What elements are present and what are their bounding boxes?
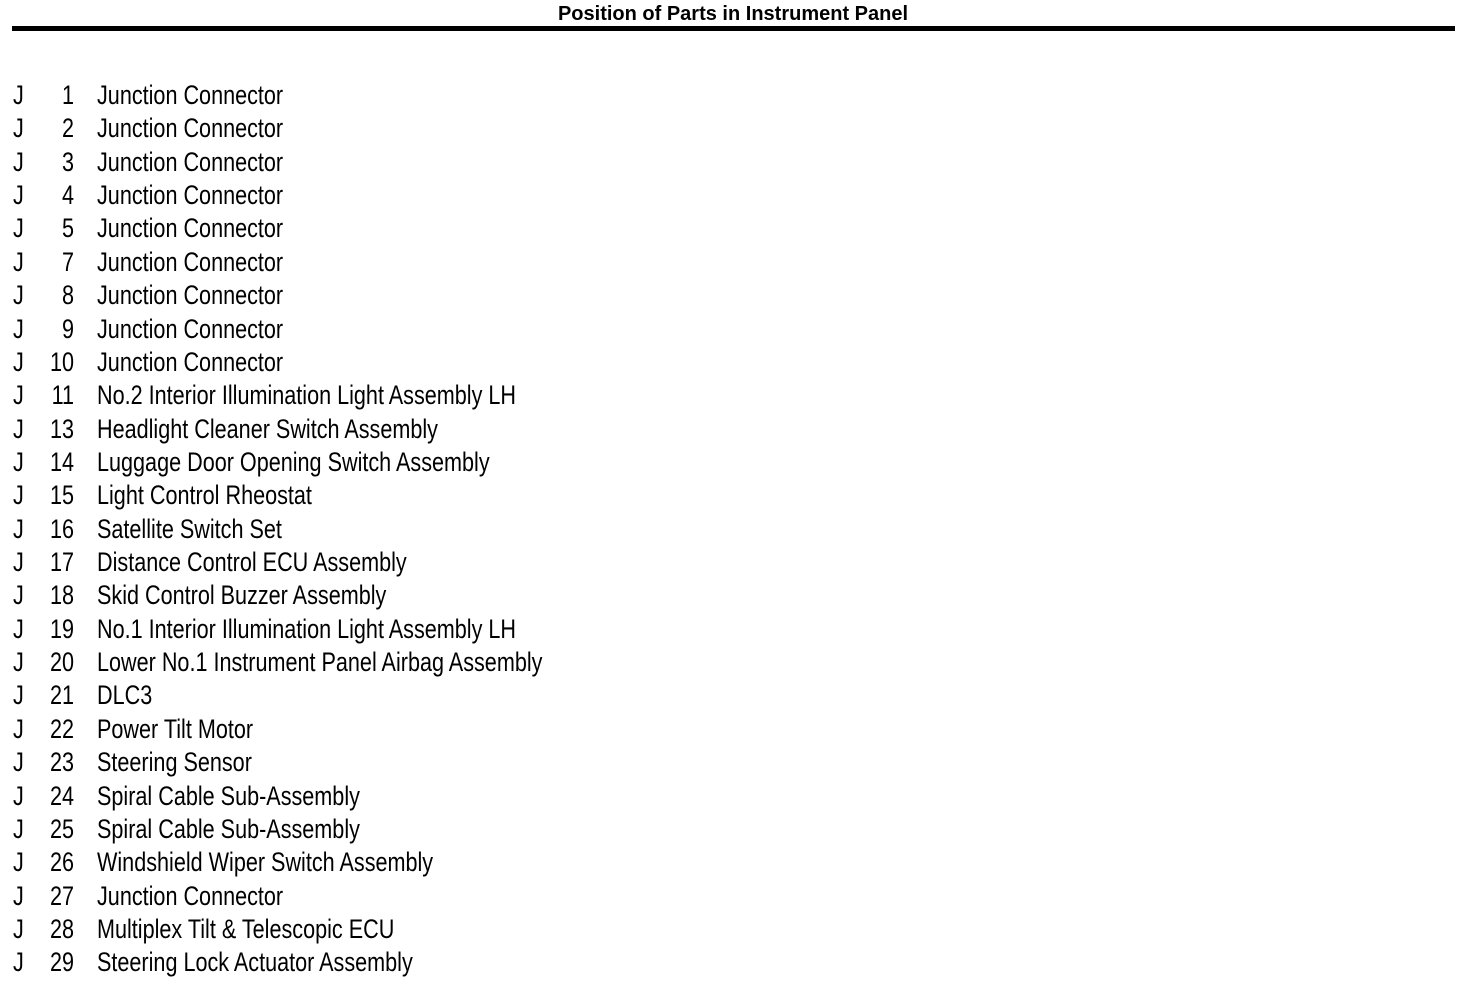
- part-name: DLC3: [97, 680, 153, 711]
- part-name: No.1 Interior Illumination Light Assembly LH: [97, 613, 516, 644]
- part-number: 11: [51, 380, 74, 411]
- part-name: Junction Connector: [97, 280, 284, 311]
- part-name: Junction Connector: [97, 113, 284, 144]
- part-number: 21: [49, 680, 74, 711]
- part-name: Light Control Rheostat: [97, 480, 312, 511]
- part-number: 13: [49, 413, 74, 444]
- part-prefix: J: [13, 480, 24, 511]
- part-number: 8: [61, 280, 74, 311]
- part-name: Junction Connector: [97, 246, 284, 277]
- part-name: Power Tilt Motor: [97, 713, 254, 744]
- part-prefix: J: [13, 647, 24, 678]
- part-number: 5: [61, 213, 74, 244]
- part-prefix: J: [13, 246, 24, 277]
- part-name: Headlight Cleaner Switch Assembly: [97, 413, 438, 444]
- part-prefix: J: [13, 80, 24, 110]
- part-number: 15: [49, 480, 74, 511]
- title-divider: [12, 26, 1455, 31]
- part-name: Junction Connector: [97, 313, 284, 344]
- part-name: Junction Connector: [97, 80, 284, 110]
- part-prefix: J: [13, 280, 24, 311]
- part-name: Junction Connector: [97, 213, 284, 244]
- part-number: 16: [49, 513, 74, 544]
- part-number: 24: [49, 780, 74, 811]
- part-number: 17: [49, 547, 74, 578]
- part-name: Spiral Cable Sub-Assembly: [97, 780, 360, 811]
- part-prefix: J: [13, 713, 24, 744]
- part-number: 25: [49, 813, 74, 844]
- part-prefix: J: [13, 747, 24, 778]
- part-name: Lower No.1 Instrument Panel Airbag Assembly: [97, 647, 543, 678]
- part-name: Multiplex Tilt & Telescopic ECU: [97, 913, 395, 944]
- part-prefix: J: [13, 180, 24, 211]
- part-name: Junction Connector: [97, 880, 284, 911]
- part-name: Junction Connector: [97, 146, 284, 177]
- part-prefix: J: [13, 380, 24, 411]
- part-number: 1: [61, 80, 74, 110]
- part-prefix: J: [13, 446, 24, 477]
- part-name: Distance Control ECU Assembly: [97, 547, 407, 578]
- part-number: 22: [49, 713, 74, 744]
- part-prefix: J: [13, 847, 24, 878]
- part-number: 4: [61, 180, 74, 211]
- part-number: 18: [49, 580, 74, 611]
- part-name: No.2 Interior Illumination Light Assembly LH: [97, 380, 516, 411]
- part-prefix: J: [13, 346, 24, 377]
- part-number: 7: [61, 246, 74, 277]
- part-prefix: J: [13, 813, 24, 844]
- part-name: Satellite Switch Set: [97, 513, 282, 544]
- part-prefix: J: [13, 547, 24, 578]
- part-prefix: J: [13, 146, 24, 177]
- part-number: 19: [49, 613, 74, 644]
- part-number: 2: [61, 113, 74, 144]
- part-number: 14: [49, 446, 74, 477]
- part-prefix: J: [13, 780, 24, 811]
- part-number: 23: [49, 747, 74, 778]
- part-prefix: J: [13, 913, 24, 944]
- part-prefix: J: [13, 880, 24, 911]
- part-number: 20: [49, 647, 74, 678]
- part-number: 27: [49, 880, 74, 911]
- part-prefix: J: [13, 947, 24, 978]
- part-name: Steering Lock Actuator Assembly: [97, 947, 413, 978]
- part-prefix: J: [13, 113, 24, 144]
- part-name: Spiral Cable Sub-Assembly: [97, 813, 360, 844]
- part-name: Junction Connector: [97, 346, 284, 377]
- part-name: Windshield Wiper Switch Assembly: [97, 847, 434, 878]
- part-prefix: J: [13, 680, 24, 711]
- part-prefix: J: [13, 413, 24, 444]
- part-prefix: J: [13, 213, 24, 244]
- part-name: Junction Connector: [97, 180, 284, 211]
- part-number: 10: [49, 346, 74, 377]
- part-name: Steering Sensor: [97, 747, 252, 778]
- part-name: Luggage Door Opening Switch Assembly: [97, 446, 490, 477]
- part-number: 9: [61, 313, 74, 344]
- page-title: Position of Parts in Instrument Panel: [557, 3, 909, 25]
- part-prefix: J: [13, 313, 24, 344]
- part-number: 29: [49, 947, 74, 978]
- part-prefix: J: [13, 513, 24, 544]
- part-number: 26: [49, 847, 74, 878]
- part-prefix: J: [13, 613, 24, 644]
- part-number: 3: [61, 146, 74, 177]
- part-number: 28: [49, 913, 74, 944]
- part-prefix: J: [13, 580, 24, 611]
- part-name: Skid Control Buzzer Assembly: [97, 580, 387, 611]
